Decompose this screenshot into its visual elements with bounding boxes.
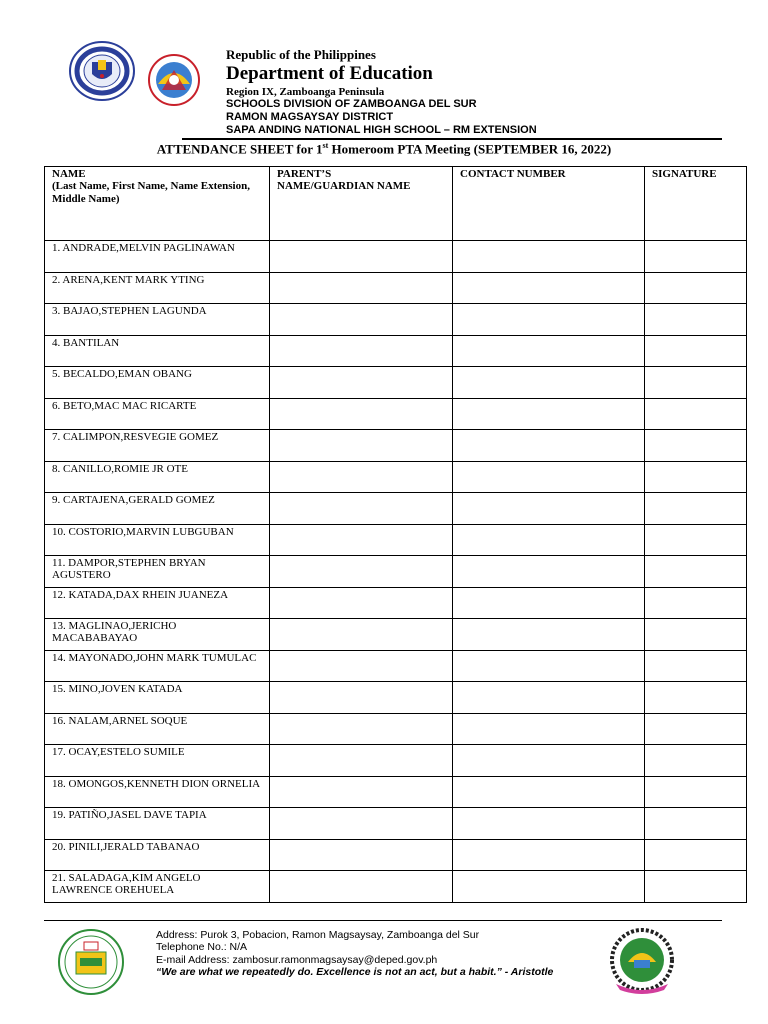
table-row xyxy=(45,713,747,745)
student-name-cell: 6. BETO,MAC MAC RICARTE xyxy=(45,398,270,430)
parent-name-cell xyxy=(270,335,453,367)
student-name-cell: 8. CANILLO,ROMIE JR OTE xyxy=(45,461,270,493)
student-name-cell: 2. ARENA,KENT MARK YTING xyxy=(45,272,270,304)
parent-name-cell xyxy=(270,650,453,682)
contact-number-cell xyxy=(453,871,645,903)
student-name-cell: 21. SALADAGA,KIM ANGELO LAWRENCE OREHUELA xyxy=(45,871,270,903)
student-name-cell: 15. MINO,JOVEN KATADA xyxy=(45,682,270,714)
table-row xyxy=(45,493,747,525)
contact-number-cell xyxy=(453,713,645,745)
table-row xyxy=(45,587,747,619)
student-name-cell: 20. PINILI,JERALD TABANAO xyxy=(45,839,270,871)
region-text: Region IX, Zamboanga Peninsula xyxy=(226,85,385,98)
signature-cell xyxy=(645,241,747,273)
parent-name-cell xyxy=(270,241,453,273)
table-row xyxy=(45,461,747,493)
student-name-cell: 12. KATADA,DAX RHEIN JUANEZA xyxy=(45,587,270,619)
contact-number-cell xyxy=(453,304,645,336)
student-name-cell: 4. BANTILAN xyxy=(45,335,270,367)
table-row xyxy=(45,367,747,399)
contact-number-cell xyxy=(453,461,645,493)
district-text: RAMON MAGSAYSAY DISTRICT xyxy=(226,111,394,124)
signature-cell xyxy=(645,524,747,556)
signature-cell xyxy=(645,713,747,745)
table-row xyxy=(45,430,747,462)
signature-cell xyxy=(645,272,747,304)
footer-address: Address: Purok 3, Pobacion, Ramon Magsaysay, Zamboanga del Sur xyxy=(156,929,480,941)
table-row xyxy=(45,398,747,430)
parent-name-cell xyxy=(270,430,453,462)
signature-cell xyxy=(645,398,747,430)
contact-number-cell xyxy=(453,430,645,462)
table-row xyxy=(45,682,747,714)
parent-name-cell xyxy=(270,587,453,619)
attendance-table xyxy=(44,166,747,903)
contact-number-cell xyxy=(453,272,645,304)
school-name: SAPA ANDING NATIONAL HIGH SCHOOL – RM EXTENSION xyxy=(226,123,537,136)
student-name-cell: 18. OMONGOS,KENNETH DION ORNELIA xyxy=(45,776,270,808)
parent-name-cell xyxy=(270,839,453,871)
header-parent: PARENT’S NAME/GUARDIAN NAME xyxy=(270,167,453,241)
parent-name-cell xyxy=(270,682,453,714)
table-row xyxy=(45,619,747,651)
contact-number-cell xyxy=(453,398,645,430)
header-divider xyxy=(182,138,722,140)
signature-cell xyxy=(645,587,747,619)
parent-name-cell xyxy=(270,871,453,903)
contact-number-cell xyxy=(453,808,645,840)
signature-cell xyxy=(645,430,747,462)
contact-number-cell xyxy=(453,335,645,367)
parent-name-cell xyxy=(270,745,453,777)
footer-contact xyxy=(156,929,553,979)
footer-telephone: Telephone No.: N/A xyxy=(156,941,248,954)
table-row xyxy=(45,304,747,336)
division-seal-logo xyxy=(142,54,206,106)
deped-seal-logo xyxy=(68,40,136,102)
contact-number-cell xyxy=(453,587,645,619)
student-name-cell: 5. BECALDO,EMAN OBANG xyxy=(45,367,270,399)
table-row xyxy=(45,871,747,903)
student-name-cell: 19. PATIÑO,JASEL DAVE TAPIA xyxy=(45,808,270,840)
signature-cell xyxy=(645,461,747,493)
parent-name-cell xyxy=(270,524,453,556)
signature-cell xyxy=(645,745,747,777)
table-row xyxy=(45,650,747,682)
parent-name-cell xyxy=(270,367,453,399)
signature-cell xyxy=(645,776,747,808)
contact-number-cell xyxy=(453,524,645,556)
table-row xyxy=(45,556,747,588)
school-seal-logo xyxy=(604,928,680,996)
student-name-cell: 17. OCAY,ESTELO SUMILE xyxy=(45,745,270,777)
parent-name-cell xyxy=(270,398,453,430)
signature-cell xyxy=(645,839,747,871)
footer-divider xyxy=(44,920,722,921)
table-row xyxy=(45,776,747,808)
footer-quote: “We are what we repeatedly do. Excellence is not an act, but a habit.” - Aristotle xyxy=(156,966,554,979)
signature-cell xyxy=(645,367,747,399)
student-name-cell: 10. COSTORIO,MARVIN LUBGUBAN xyxy=(45,524,270,556)
header-contact: CONTACT NUMBER xyxy=(453,167,645,241)
contact-number-cell xyxy=(453,619,645,651)
table-row xyxy=(45,272,747,304)
table-row xyxy=(45,745,747,777)
header-signature: SIGNATURE xyxy=(645,167,747,241)
student-name-cell: 1. ANDRADE,MELVIN PAGLINAWAN xyxy=(45,241,270,273)
signature-cell xyxy=(645,335,747,367)
parent-name-cell xyxy=(270,272,453,304)
department-title: Department of Education xyxy=(226,62,433,84)
table-header-row xyxy=(45,167,747,241)
header-name: NAME (Last Name, First Name, Name Extension, Middle Name) xyxy=(45,167,270,241)
parent-name-cell xyxy=(270,304,453,336)
parent-name-cell xyxy=(270,493,453,525)
signature-cell xyxy=(645,619,747,651)
signature-cell xyxy=(645,304,747,336)
parent-name-cell xyxy=(270,713,453,745)
signature-cell xyxy=(645,871,747,903)
student-name-cell: 11. DAMPOR,STEPHEN BRYAN AGUSTERO xyxy=(45,556,270,588)
signature-cell xyxy=(645,808,747,840)
signature-cell xyxy=(645,682,747,714)
contact-number-cell xyxy=(453,556,645,588)
contact-number-cell xyxy=(453,493,645,525)
student-name-cell: 14. MAYONADO,JOHN MARK TUMULAC xyxy=(45,650,270,682)
contact-number-cell xyxy=(453,650,645,682)
parent-name-cell xyxy=(270,461,453,493)
contact-number-cell xyxy=(453,241,645,273)
contact-number-cell xyxy=(453,367,645,399)
signature-cell xyxy=(645,493,747,525)
division-text: SCHOOLS DIVISION OF ZAMBOANGA DEL SUR xyxy=(226,98,477,111)
student-name-cell: 7. CALIMPON,RESVEGIE GOMEZ xyxy=(45,430,270,462)
parent-name-cell xyxy=(270,776,453,808)
parent-name-cell xyxy=(270,619,453,651)
table-row xyxy=(45,839,747,871)
table-row xyxy=(45,335,747,367)
student-name-cell: 16. NALAM,ARNEL SOQUE xyxy=(45,713,270,745)
student-name-cell: 3. BAJAO,STEPHEN LAGUNDA xyxy=(45,304,270,336)
student-name-cell: 9. CARTAJENA,GERALD GOMEZ xyxy=(45,493,270,525)
municipality-seal-logo xyxy=(56,928,126,996)
contact-number-cell xyxy=(453,745,645,777)
signature-cell xyxy=(645,650,747,682)
table-row xyxy=(45,524,747,556)
table-row xyxy=(45,241,747,273)
republic-text: Republic of the Philippines xyxy=(226,47,376,62)
table-row xyxy=(45,808,747,840)
contact-number-cell xyxy=(453,682,645,714)
contact-number-cell xyxy=(453,776,645,808)
parent-name-cell xyxy=(270,808,453,840)
parent-name-cell xyxy=(270,556,453,588)
signature-cell xyxy=(645,556,747,588)
student-name-cell: 13. MAGLINAO,JERICHO MACABABAYAO xyxy=(45,619,270,651)
sheet-title: ATTENDANCE SHEET for 1st Homeroom PTA Meeting (SEPTEMBER 16, 2022) xyxy=(156,141,612,157)
contact-number-cell xyxy=(453,839,645,871)
footer-email: E-mail Address: zambosur.ramonmagsaysay@deped.gov.ph xyxy=(156,953,438,966)
